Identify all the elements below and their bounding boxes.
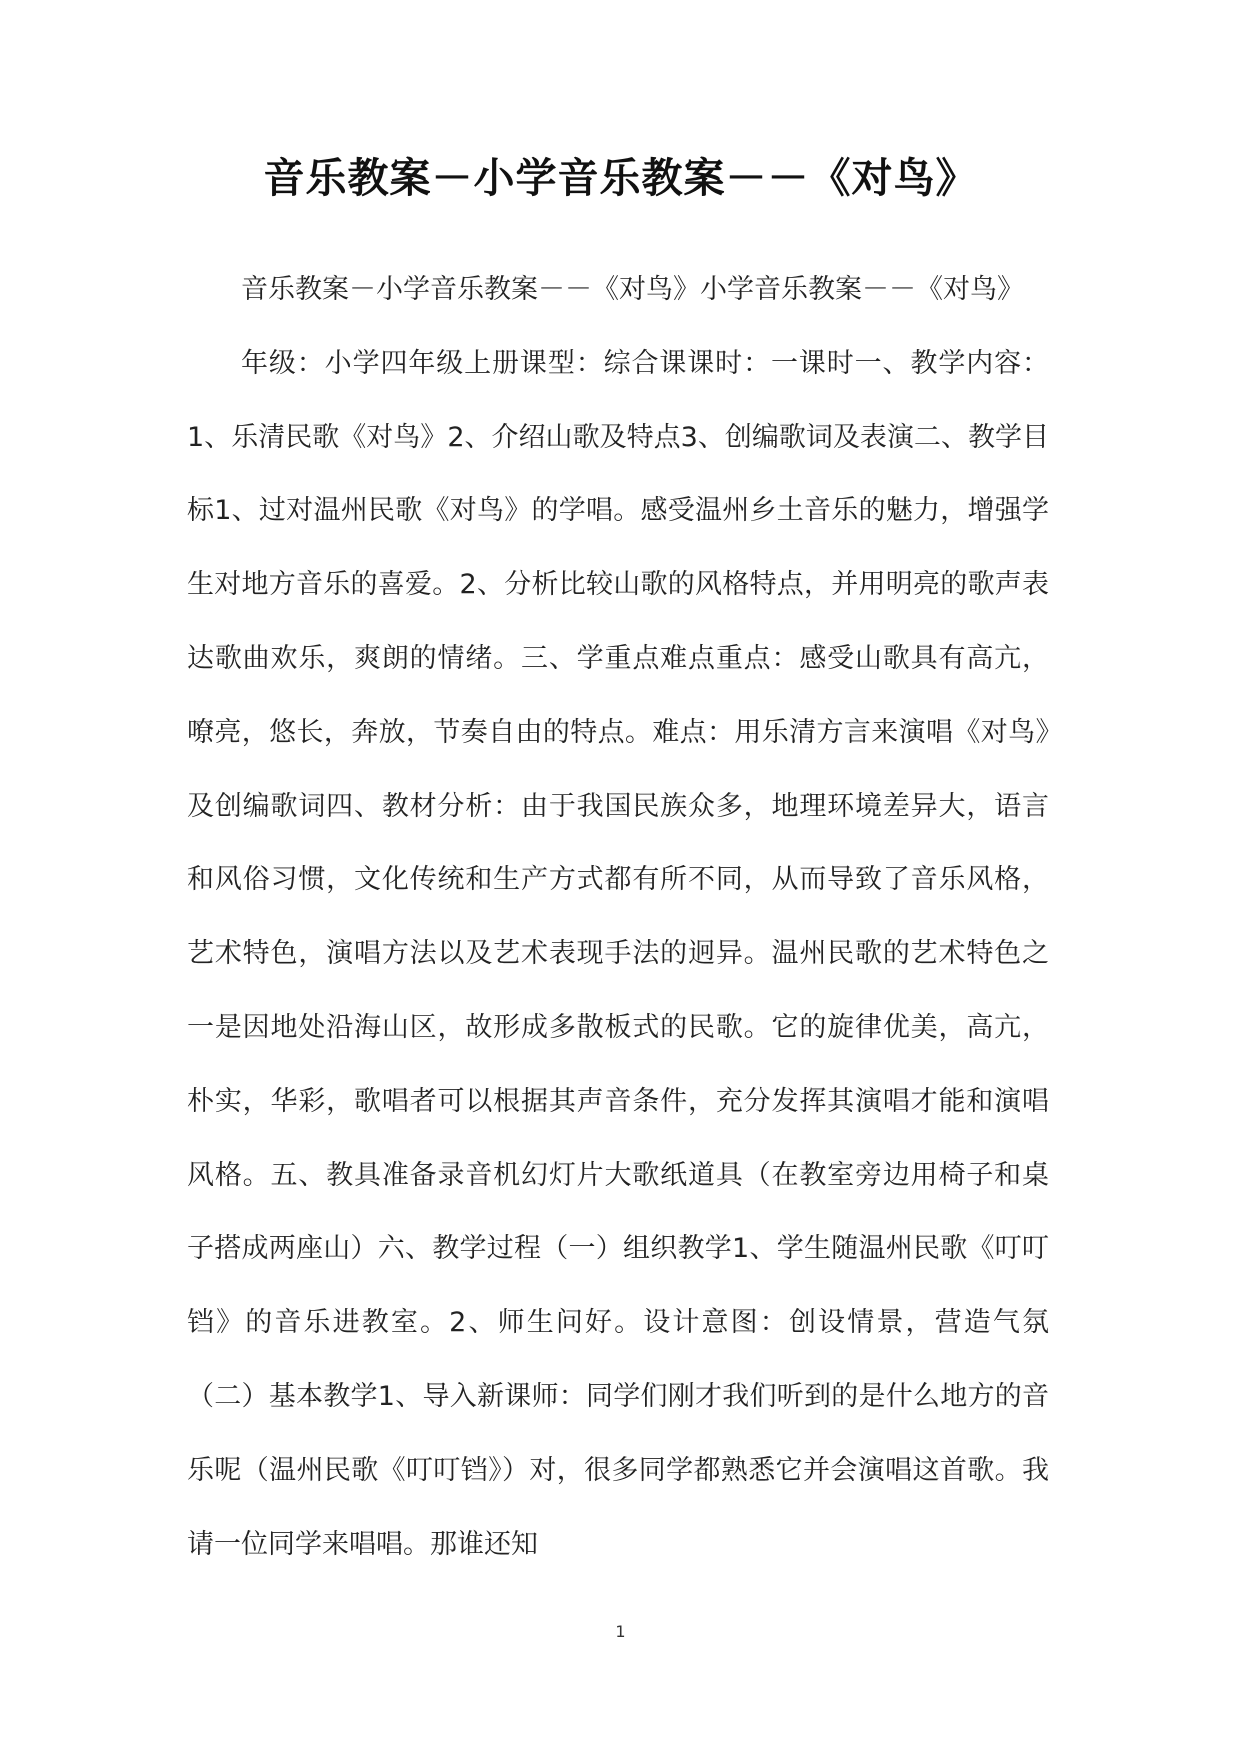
page-number: 1: [615, 1622, 626, 1641]
document-body: [187, 253, 1049, 1581]
document-title: 音乐教案－小学音乐教案－－《对鸟》: [263, 154, 978, 202]
intro-paragraph: 音乐教案－小学音乐教案－－《对鸟》小学音乐教案－－《对鸟》: [241, 274, 1024, 305]
main-paragraph: 年级：小学四年级上册课型：综合课课时：一课时一、教学内容：1、乐清民歌《对鸟》2、介绍山歌及特点3、创编歌词及表演二、教学目标1、过对温州民歌《对鸟》的学唱。感受温州乡土音乐的魅力，增强学生对地方音乐的喜爱。2、分析比较山歌的风格特点，并用明亮的歌声表达歌曲欢乐，爽朗的情绪。三、学重点难点重点：感受山歌具有高亢，嘹亮，悠长，奔放，节奏自由的特点。难点：用乐清方言来演唱《对鸟》及创编歌词四、教材分析：由于我国民族众多，地理环境差异大，语言和风俗习惯，文化传统和生产方式都有所不同，从而导致了音乐风格，艺术特色，演唱方法以及艺术表现手法的迥异。温州民歌的艺术特色之一是因地处沿海山区，故形成多散板式的民歌。它的旋律优美，高亢，朴实，华彩，歌唱者可以根据其声音条件，充分发挥其演唱才能和演唱风格。五、教具准备录音机幻灯片大歌纸道具（在教室旁边用椅子和桌子搭成两座山）六、教学过程（一）组织教学1、学生随温州民歌《叮叮铛》的音乐进教室。2、师生问好。设计意图：创设情景，营造气氛（二）基本教学1、导入新课师：同学们刚才我们听到的是什么地方的音乐呢（温州民歌《叮叮铛》）对，很多同学都熟悉它并会演唱这首歌。我请一位同学来唱唱。那谁还知: [187, 347, 1049, 1560]
